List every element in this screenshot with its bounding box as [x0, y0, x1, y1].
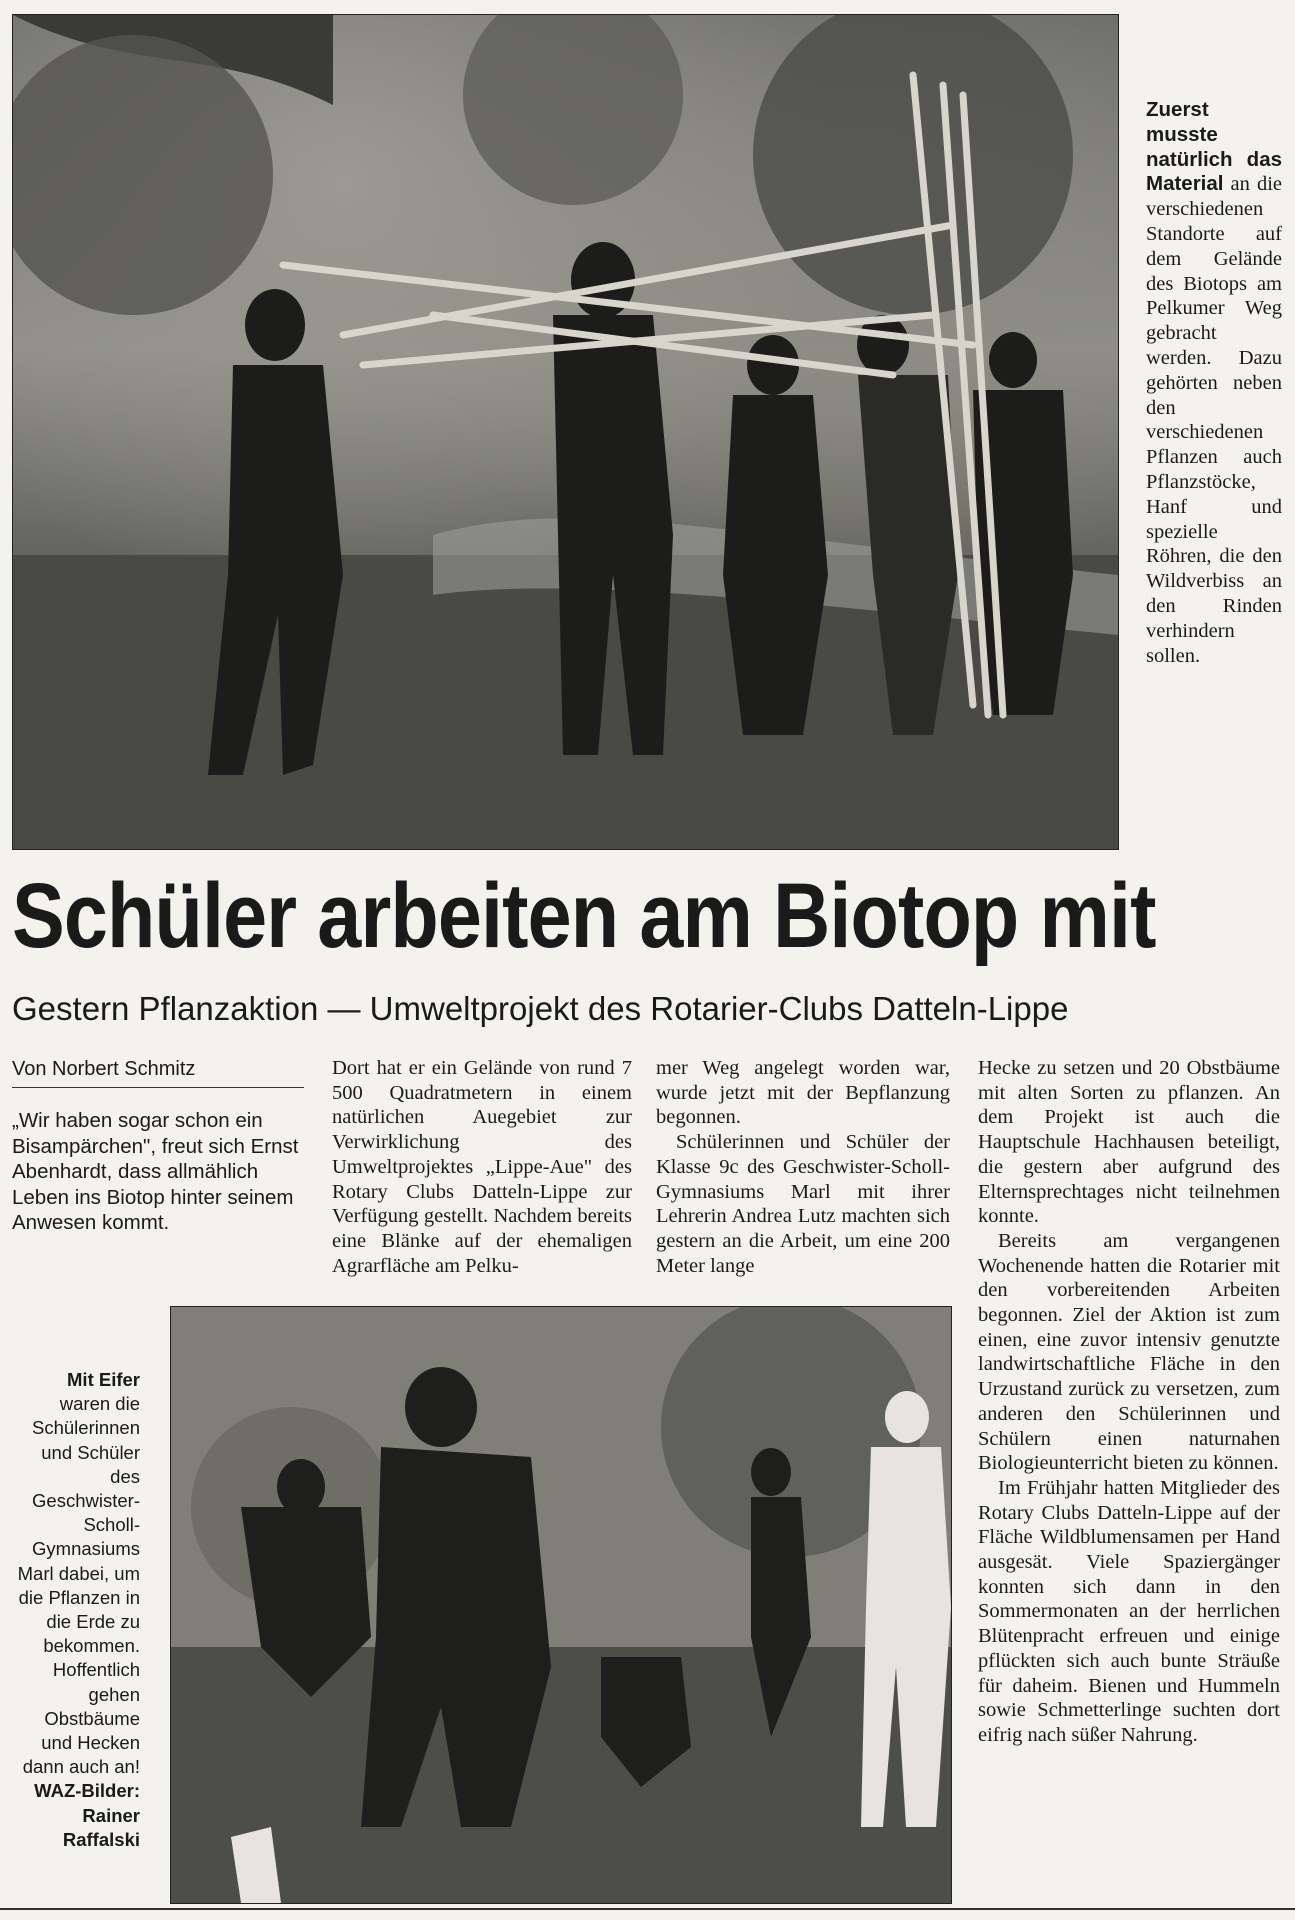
photo-top-caption [1146, 98, 1282, 668]
article-column-3 [656, 1056, 950, 1278]
photo-top-caption-lead: Zuerst musste natürlich das Material [1146, 98, 1282, 196]
subheadline: Gestern Pflanzaktion — Umweltprojekt des Rotarier-Clubs Datteln-Lippe [12, 990, 1069, 1027]
article-paragraph: Dort hat er ein Gelände von rund 7 500 Quadratmetern in einem natürlichen Auegebiet zur Verwirklichung des Umweltprojektes „Lippe-Aue" des Rotary Clubs Datteln-Lippe zur Verfügung gestellt. Nachdem bereits eine Blänke auf der ehemaligen Agrarfläche am Pelku- [332, 1057, 632, 1277]
photo-bottom-illustration [171, 1307, 951, 1903]
photo-bottom-caption-text: waren die Schülerinnen und Schüler des Geschwister-Scholl-Gymnasiums Marl dabei, um die Pflanzen in die Erde zu bekommen. Hoffentlich gehen Obstbäume und Hecken dann auch an! [17, 1393, 140, 1778]
article-paragraph: Im Frühjahr hatten Mitglieder des Rotary Clubs Datteln-Lippe auf der Fläche Wildblumensamen per Hand ausgesät. Viele Spaziergänger konnten sich dann in den Sommermonaten an der herrlichen Blütenpracht erfreuen und einige pflückten sich auch bunte Sträuße für daheim. Bienen und Hummeln sowie Schmetterlinge suchten dort eifrig nach süßer Nahrung. [978, 1476, 1280, 1746]
article-paragraph: Schülerinnen und Schüler der Klasse 9c des Geschwister-Scholl-Gymnasiums Marl mit ihrer Lehrerin Andrea Lutz machten sich gestern an die Arbeit, um eine 200 Meter lange [656, 1131, 950, 1277]
photo-students-carrying-material [12, 14, 1119, 850]
photo-bottom-caption [12, 1368, 140, 1852]
photo-bottom-caption-lead: Mit Eifer [67, 1369, 140, 1390]
article-column-4 [978, 1056, 1280, 1748]
photo-top-illustration [13, 15, 1118, 849]
intro-quote: „Wir haben sogar schon ein Bisampärchen", freut sich Ernst Abenhardt, dass allmählich Leben ins Biotop hinter seinem Anwesen kommt. [12, 1109, 299, 1234]
photo-credit: WAZ-Bilder: Rainer Raffalski [34, 1780, 140, 1850]
article-paragraph: mer Weg angelegt worden war, wurde jetzt mit der Bepflanzung begonnen. [656, 1057, 950, 1129]
article-paragraph: Hecke zu setzen und 20 Obstbäume mit alten Sorten zu pflanzen. An dem Projekt ist auch die Hauptschule Hachhausen beteiligt, die gestern aber aufgrund des Elternsprechtages nicht teilnehmen konnte. [978, 1057, 1280, 1228]
photo-students-planting [170, 1306, 952, 1904]
bottom-rule [0, 1908, 1295, 1910]
photo-top-caption-text: an die verschiedenen Standorte auf dem Gelände des Biotops am Pelkumer Weg gebracht werden. Dazu gehörten neben den verschiedenen Pflanzen auch Pflanzstöcke, Hanf und spezielle Röhren, die den Wildverbiss an den Rinden verhindern sollen. [1146, 173, 1282, 667]
headline: Schüler arbeiten am Biotop mit [12, 865, 1156, 967]
byline: Von Norbert Schmitz [12, 1058, 304, 1088]
article-paragraph: Bereits am vergangenen Wochenende hatten die Rotarier mit den vorbereitenden Arbeiten begonnen. Ziel der Aktion ist zum einen, eine zuvor intensiv genutzte landwirtschaftliche Fläche in den Urzustand zurück zu versetzen, zum anderen den Schülerinnen und Schülern einen naturnahen Biologieunterricht bieten zu können. [978, 1229, 1280, 1475]
article-column-2 [332, 1056, 632, 1278]
